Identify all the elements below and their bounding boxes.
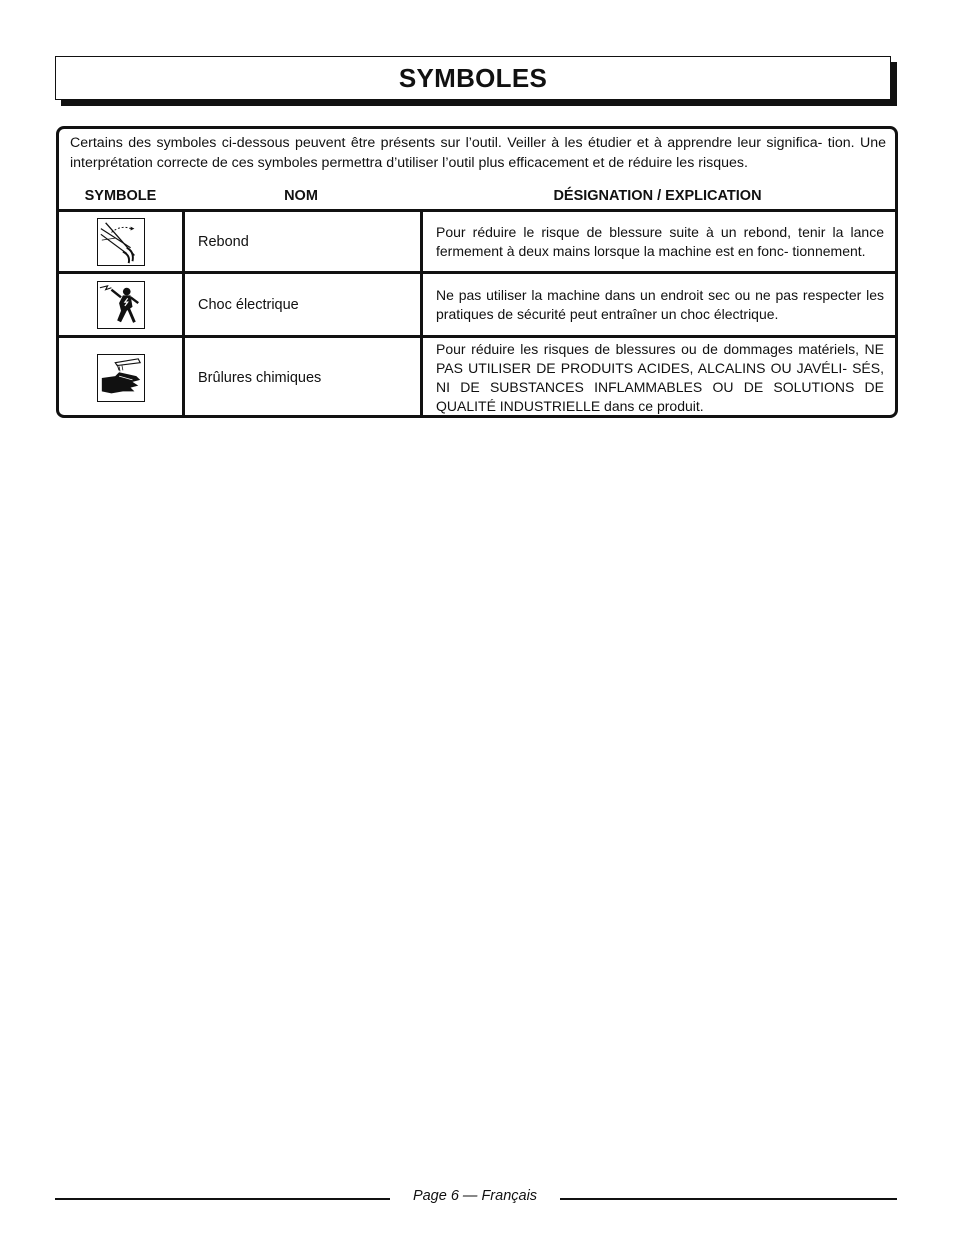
symbol-cell [58, 337, 184, 419]
symbol-cell [58, 273, 184, 337]
electric-shock-icon [97, 281, 145, 329]
table-header [59, 188, 895, 208]
header-symbole: SYMBOLE [84, 188, 157, 204]
name-cell: Brûlures chimiques [184, 337, 422, 419]
designation-cell: Pour réduire les risques de blessures ou de dommages matériels, NE PAS UTILISER DE PRODUITS ACIDES, ALCALINS OU JAVÉLI- SÉS, NI DE SUBSTANCES INFLAMMABLES OU DE SOLUTIONS DE QUALITÉ INDUSTRIELLE dans ce produit. [422, 337, 897, 419]
symbols-table [56, 209, 898, 418]
designation-cell: Ne pas utiliser la machine dans un endroit sec ou ne pas respecter les pratiques de sécurité peut entraîner un choc électrique. [422, 273, 897, 337]
table-row [58, 337, 897, 419]
symbols-panel [56, 126, 898, 418]
chemical-burn-icon [97, 354, 145, 402]
name-cell: Choc électrique [184, 273, 422, 337]
header-designation: DÉSIGNATION / EXPLICATION [553, 188, 762, 204]
page-footer: Page 6 — Français [412, 1188, 538, 1204]
designation-cell: Pour réduire le risque de blessure suite à un rebond, tenir la lance fermement à deux mains lorsque la machine est en fonc- tionnement. [422, 211, 897, 273]
kickback-icon [97, 218, 145, 266]
footer-rule-left [55, 1198, 390, 1200]
table-row [58, 211, 897, 273]
page-title: SYMBOLES [398, 62, 548, 93]
name-cell: Rebond [184, 211, 422, 273]
header-nom: NOM [284, 188, 318, 204]
intro-text: Certains des symboles ci-dessous peuvent être présents sur l’outil. Veiller à les étudier et à apprendre leur significa- tion. Une interprétation correcte de ces symboles permettra d’utiliser l’outil plus efficacement et de réduire les risques. [70, 135, 886, 171]
table-row [58, 273, 897, 337]
footer-rule-right [560, 1198, 897, 1200]
symbol-cell [58, 211, 184, 273]
title-banner [55, 56, 891, 100]
